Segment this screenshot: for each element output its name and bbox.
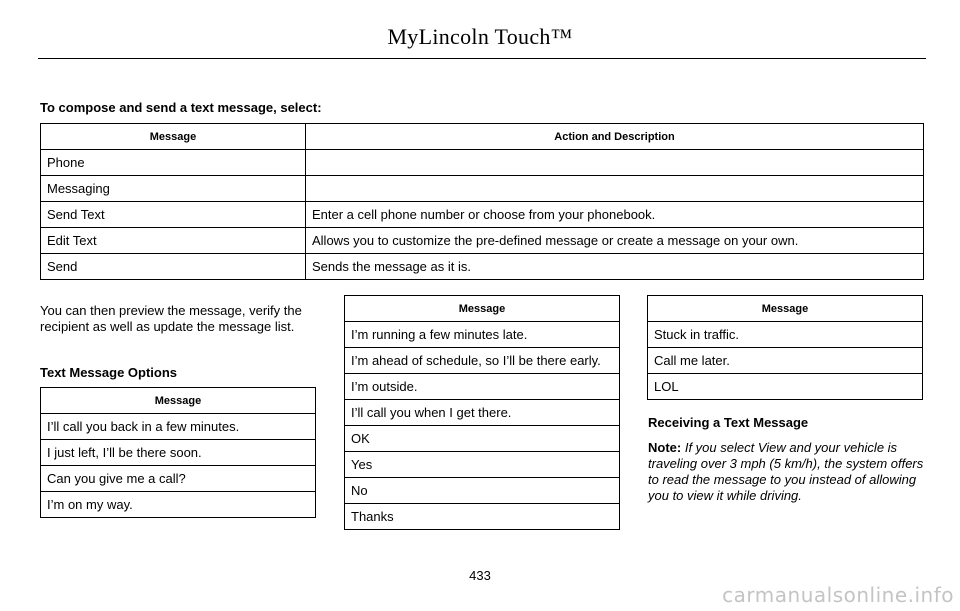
table-header-row [41, 124, 924, 150]
table-header-row [648, 296, 923, 322]
table-row [41, 440, 316, 466]
table-cell: Edit Text [41, 228, 306, 254]
table-cell: Allows you to customize the pre-defined message or create a message on your own. [306, 228, 924, 254]
table-row [345, 504, 620, 530]
table-cell: Sends the message as it is. [306, 254, 924, 280]
table-row [345, 478, 620, 504]
table-row [648, 322, 923, 348]
table-cell: I’ll call you back in a few minutes. [41, 414, 316, 440]
table-cell: Stuck in traffic. [648, 322, 923, 348]
section-heading-receiving: Receiving a Text Message [648, 415, 809, 430]
table-row [41, 176, 924, 202]
page-title: MyLincoln Touch™ [387, 24, 573, 49]
main-table [40, 123, 924, 280]
table-row [345, 322, 620, 348]
table-cell: OK [345, 426, 620, 452]
table-cell: I’ll call you when I get there. [345, 400, 620, 426]
table-cell: Yes [345, 452, 620, 478]
options-table [40, 387, 316, 518]
header-divider [38, 58, 926, 59]
note-label: Note: [648, 440, 682, 455]
section-heading-options: Text Message Options [40, 365, 178, 380]
table-cell: Can you give me a call? [41, 466, 316, 492]
table-cell: Send Text [41, 202, 306, 228]
note-block [648, 440, 928, 504]
table-cell: No [345, 478, 620, 504]
table-row [345, 400, 620, 426]
table-row [41, 150, 924, 176]
table-cell: I’m ahead of schedule, so I’ll be there early. [345, 348, 620, 374]
column-header-message: Message [345, 296, 620, 322]
table-cell: Send [41, 254, 306, 280]
table-row [41, 228, 924, 254]
table-cell: I just left, I’ll be there soon. [41, 440, 316, 466]
table-cell: I’m running a few minutes late. [345, 322, 620, 348]
table-row [345, 452, 620, 478]
intro-text: To compose and send a text message, select: [40, 100, 322, 115]
table-cell: Call me later. [648, 348, 923, 374]
note-text: If you select View and your vehicle is traveling over 3 mph (5 km/h), the system offers to read the message to you instead of allowing you to view it while driving. [648, 440, 924, 503]
table-cell: LOL [648, 374, 923, 400]
table-row [41, 414, 316, 440]
column-header-message: Message [41, 388, 316, 414]
table-row [648, 348, 923, 374]
table-row [345, 374, 620, 400]
table-cell [306, 150, 924, 176]
table-row [41, 202, 924, 228]
table-cell [306, 176, 924, 202]
column-header-message: Message [648, 296, 923, 322]
table-cell: Enter a cell phone number or choose from your phonebook. [306, 202, 924, 228]
table-row [345, 426, 620, 452]
table-cell: Thanks [345, 504, 620, 530]
table-header-row [345, 296, 620, 322]
table-cell: I’m on my way. [41, 492, 316, 518]
table-cell: Phone [41, 150, 306, 176]
table-cell: Messaging [41, 176, 306, 202]
message-table-right [647, 295, 923, 400]
table-row [41, 466, 316, 492]
message-table-middle [344, 295, 620, 530]
watermark: carmanualsonline.info [722, 583, 954, 607]
body-paragraph: You can then preview the message, verify the recipient as well as update the message list. [40, 303, 302, 334]
table-row [41, 254, 924, 280]
table-row [648, 374, 923, 400]
table-header-row [41, 388, 316, 414]
table-row [345, 348, 620, 374]
table-row [41, 492, 316, 518]
column-header-action: Action and Description [306, 124, 924, 150]
table-cell: I’m outside. [345, 374, 620, 400]
column-header-message: Message [41, 124, 306, 150]
page-number: 433 [469, 568, 491, 583]
